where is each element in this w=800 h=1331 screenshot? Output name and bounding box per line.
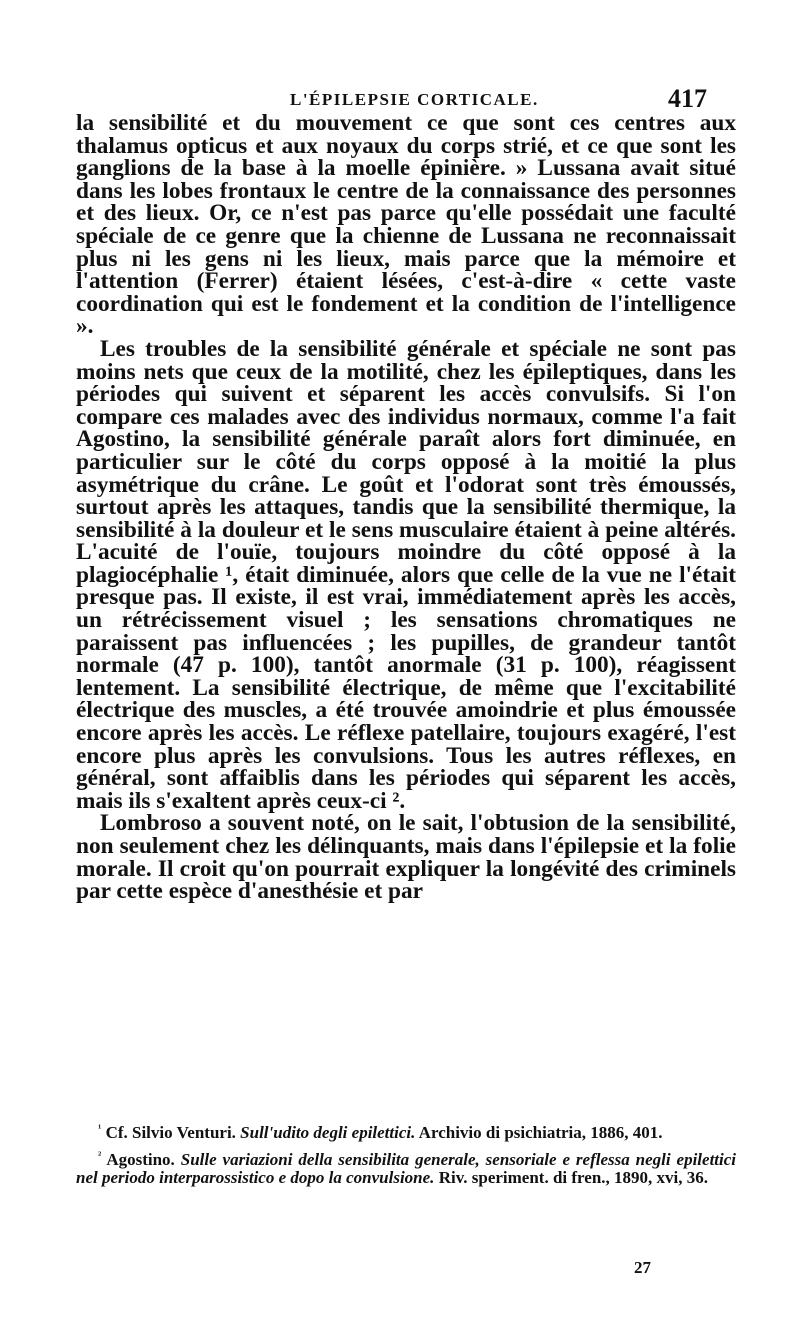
footnote-2 xyxy=(76,1151,736,1187)
paragraph-lombroso: Lombroso a souvent noté, on le sait, l'obtusion de la sensibilité, non seulement chez les délinquants, mais dans l'épilepsie et la folie morale. Il croit qu'on pourrait expliquer la longévité des criminels par cette espèce d'anesthésie et par xyxy=(76,810,736,905)
signature-mark: 27 xyxy=(634,1258,651,1277)
running-title: L'ÉPILEPSIE CORTICALE. xyxy=(290,90,539,109)
footnote-title: Sull'udito degli epilettici. xyxy=(240,1123,416,1142)
paragraph-sensibility: Les troubles de la sensibilité générale et spéciale ne sont pas moins nets que ceux de la motilité, chez les épileptiques, dans les périodes qui suivent et séparent les accès convulsifs. Si l'on compare ces malades avec des individus normaux, comme l'a fait Agostino, la sensibilité générale paraît alors fort diminuée, en particulier sur le côté du corps opposé à la moitié la plus asymétrique du crâne. Le goût et l'odorat sont très émoussés, surtout après les attaques, tandis que la sensibilité thermique, la sensibilité à la douleur et le sens musculaire étaient à peine altérés. L'acuité de l'ouïe, toujours moindre du côté opposé à la plagiocéphalie ¹, était diminuée, alors que celle de la vue ne l'était presque pas. Il existe, il est vrai, immédiatement après les accès, un rétrécissement visuel ; les sensations chromatiques ne paraissent pas influencées ; les pupilles, de grandeur tantôt normale (47 p. 100), tantôt anormale (31 p. 100), réagissent lentement. La sensibilité électrique, de même que l'excitabilité électrique des muscles, a été trouvée amoindrie et plus émoussée encore après les accès. Le réflexe patellaire, toujours exagéré, l'est encore plus après les convulsions. Tous les autres réflexes, en général, sont affaiblis dans les périodes qui séparent les accès, mais ils s'exaltent après ceux-ci ². xyxy=(76,335,736,814)
footnote-text: Agostino. xyxy=(106,1150,181,1169)
page-number: 417 xyxy=(668,84,707,113)
footnote-source: Archivio di psichiatria, 1886, 401. xyxy=(415,1123,663,1142)
footnote-1 xyxy=(76,1124,736,1142)
body-text xyxy=(76,112,736,903)
footnote-mark: ² xyxy=(98,1149,102,1162)
footnote-mark: ¹ xyxy=(98,1122,102,1135)
footnote-source: Riv. speriment. di fren., 1890, xvi, 36. xyxy=(434,1168,709,1187)
paragraph-continuation: la sensibilité et du mouvement ce que sont ces centres aux thalamus opticus et aux noyaux du corps strié, et ce que sont les ganglions de la base à la moelle épinière. » Lussana avait situé dans les lobes frontaux le centre de la connaissance des personnes et des lieux. Or, ce n'est pas parce qu'elle possédait une faculté spéciale de ce genre que la chienne de Lussana ne reconnaissait plus ni les gens ni les lieux, mais parce que la mémoire et l'attention (Ferrer) étaient lésées, c'est-à-dire « cette vaste coordination qui est le fondement et la condition de l'intelligence ». xyxy=(76,110,736,340)
footnote-title: Sulle variazioni della sensibilita generale, sensoriale e reflessa negli epilettici nel periodo interparossistico e dopo la convulsione. xyxy=(76,1150,737,1187)
footnote-text: Cf. Silvio Venturi. xyxy=(105,1123,241,1142)
footnotes xyxy=(76,1124,736,1196)
